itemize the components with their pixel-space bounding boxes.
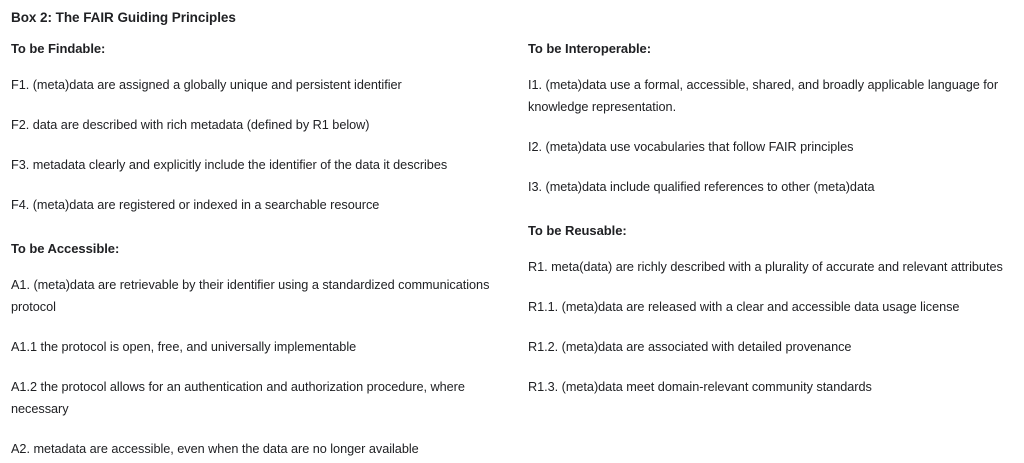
principle-item: A1. (meta)data are retrievable by their identifier using a standardized communications protocol (11, 278, 490, 314)
right-column (514, 40, 1024, 398)
section-interoperable (528, 40, 1006, 198)
principle-list-reusable (528, 256, 1006, 398)
principle-item: R1.2. (meta)data are associated with detailed provenance (528, 340, 852, 354)
principle-item: F1. (meta)data are assigned a globally unique and persistent identifier (11, 78, 402, 92)
principle-item: F4. (meta)data are registered or indexed in a searchable resource (11, 198, 380, 212)
section-reusable (528, 222, 1006, 398)
section-findable (11, 40, 500, 216)
principle-item: A1.2 the protocol allows for an authentication and authorization procedure, where necessary (11, 380, 465, 416)
principle-item: R1.3. (meta)data meet domain-relevant community standards (528, 380, 872, 394)
section-heading-reusable: To be Reusable: (528, 223, 627, 238)
principle-item: I1. (meta)data use a formal, accessible, shared, and broadly applicable language for knowledge representation. (528, 78, 999, 114)
principle-item: I2. (meta)data use vocabularies that follow FAIR principles (528, 140, 854, 154)
section-heading-interoperable: To be Interoperable: (528, 41, 651, 56)
section-heading-findable: To be Findable: (11, 41, 106, 56)
principle-item: A2. metadata are accessible, even when the data are no longer available (11, 442, 419, 456)
section-heading-accessible: To be Accessible: (11, 241, 120, 256)
left-column (0, 40, 514, 460)
two-column-layout (0, 40, 1024, 460)
principle-item: F2. data are described with rich metadata (defined by R1 below) (11, 118, 370, 132)
principle-list-findable (11, 74, 500, 216)
principle-item: F3. metadata clearly and explicitly include the identifier of the data it describes (11, 158, 448, 172)
principle-list-interoperable (528, 74, 1006, 198)
page-title: Box 2: The FAIR Guiding Principles (11, 10, 236, 25)
principle-item: R1. meta(data) are richly described with a plurality of accurate and relevant attributes (528, 260, 1003, 274)
section-accessible (11, 240, 500, 460)
principle-item: A1.1 the protocol is open, free, and universally implementable (11, 340, 357, 354)
principle-item: I3. (meta)data include qualified references to other (meta)data (528, 180, 875, 194)
principle-item: R1.1. (meta)data are released with a clear and accessible data usage license (528, 300, 960, 314)
principle-list-accessible (11, 274, 500, 460)
